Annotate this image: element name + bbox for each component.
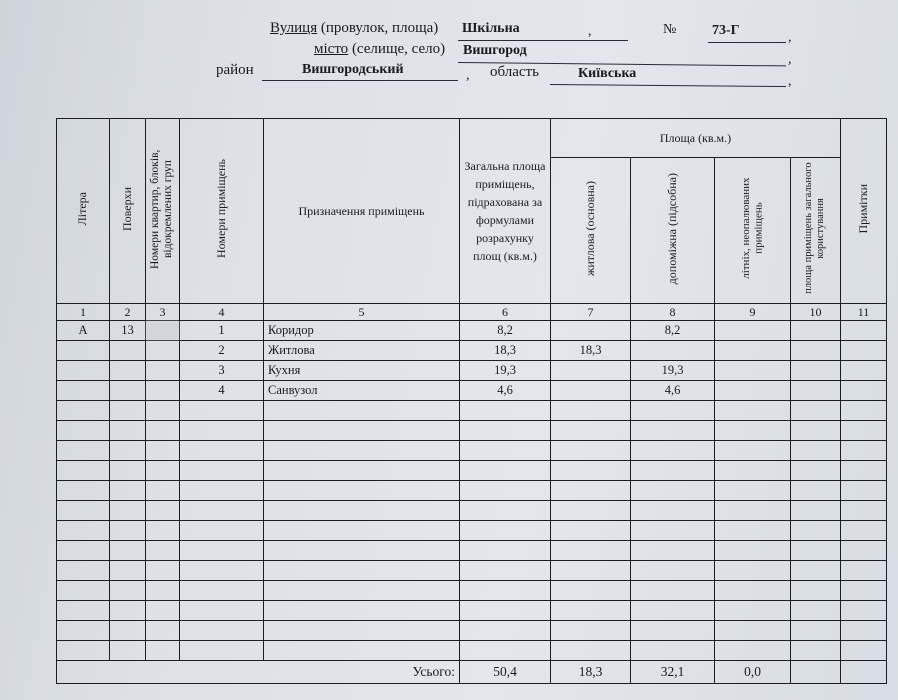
empty-cell [715,441,791,461]
empty-table-row [57,581,887,601]
empty-cell [57,561,110,581]
empty-cell [715,541,791,561]
header-apartment-numbers [146,119,180,304]
empty-cell [264,581,460,601]
empty-cell [791,521,841,541]
empty-cell [146,401,180,421]
empty-cell [631,541,715,561]
region-value: Київська [578,66,637,81]
empty-cell [57,421,110,441]
empty-cell [715,401,791,421]
header-common [791,158,841,304]
comma: , [588,24,592,39]
empty-cell [264,441,460,461]
empty-cell [264,401,460,421]
empty-cell [146,521,180,541]
number-underline [708,42,786,43]
street-label-text: Вулиця [270,20,318,36]
empty-cell [146,621,180,641]
empty-cell [57,481,110,501]
cell-common [791,341,841,361]
header-text: житлова (основна) [582,181,597,277]
header-living [551,158,631,304]
header-summer [715,158,791,304]
header-text: Номери квартир, блоків, відокремлених груп [149,149,175,269]
empty-table-row [57,641,887,661]
empty-cell [841,441,887,461]
empty-cell [551,401,631,421]
empty-cell [551,621,631,641]
empty-cell [110,561,146,581]
empty-cell [264,601,460,621]
empty-cell [110,421,146,441]
empty-cell [631,521,715,541]
cell-floors: 13 [110,321,146,341]
table-row [57,361,887,381]
empty-cell [551,421,631,441]
header-floors [110,119,146,304]
column-number: 5 [264,304,460,321]
empty-cell [110,461,146,481]
empty-cell [110,501,146,521]
cell-notes [841,381,887,401]
empty-cell [264,521,460,541]
empty-cell [841,541,887,561]
cell-total: 8,2 [460,321,551,341]
empty-cell [264,561,460,581]
cell-apartment [146,341,180,361]
column-number: 8 [631,304,715,321]
empty-cell [180,521,264,541]
column-number: 7 [551,304,631,321]
header-text: Поверхи [119,186,134,231]
empty-cell [146,501,180,521]
header-notes [841,119,887,304]
cell-floors [110,381,146,401]
column-number: 3 [146,304,180,321]
column-number: 1 [57,304,110,321]
cell-notes [841,341,887,361]
column-number-row [57,304,887,321]
empty-cell [460,521,551,541]
empty-cell [841,581,887,601]
empty-cell [110,621,146,641]
column-number: 6 [460,304,551,321]
empty-cell [715,521,791,541]
empty-cell [841,601,887,621]
empty-cell [841,461,887,481]
cell-litera [57,361,110,381]
empty-cell [110,441,146,461]
empty-cell [57,601,110,621]
empty-cell [551,521,631,541]
cell-aux: 8,2 [631,321,715,341]
cell-floors [110,361,146,381]
cell-common [791,361,841,381]
cell-summer [715,361,791,381]
empty-cell [631,441,715,461]
header-text: літніх, неопалюваних приміщень [739,177,765,280]
empty-cell [146,641,180,661]
empty-cell [631,421,715,441]
cell-floors [110,341,146,361]
empty-cell [791,561,841,581]
totals-aux: 32,1 [631,661,715,684]
cell-litera: А [57,321,110,341]
empty-cell [180,421,264,441]
header-text: Літера [75,192,90,226]
cell-aux [631,341,715,361]
empty-cell [110,641,146,661]
cell-summer [715,381,791,401]
street-value: Шкільна [462,21,520,36]
cell-notes [841,321,887,341]
empty-cell [264,461,460,481]
region-label: область [490,64,539,80]
cell-total: 19,3 [460,361,551,381]
district-value: Вишгородський [302,62,404,77]
street-underline [458,40,628,41]
empty-cell [791,481,841,501]
empty-cell [264,641,460,661]
header-litera [57,119,110,304]
empty-cell [460,421,551,441]
cell-summer [715,341,791,361]
empty-table-row [57,421,887,441]
cell-notes [841,361,887,381]
empty-cell [460,481,551,501]
header-total-area: Загальна площа приміщень, підрахована за формулами розрахунку площ (кв.м.) [460,119,551,304]
cell-apartment [146,361,180,381]
header-text: допоміжна (підсобна) [664,172,679,285]
totals-living: 18,3 [551,661,631,684]
cell-room: 2 [180,341,264,361]
street-label [270,20,438,37]
city-label-text: місто [314,41,349,57]
empty-cell [791,421,841,441]
empty-cell [791,601,841,621]
comma: , [788,30,792,45]
empty-cell [146,561,180,581]
column-number: 4 [180,304,264,321]
empty-cell [841,401,887,421]
empty-cell [180,401,264,421]
empty-table-row [57,461,887,481]
empty-cell [180,481,264,501]
empty-cell [791,461,841,481]
empty-cell [631,461,715,481]
empty-cell [841,621,887,641]
header-row [57,119,887,158]
empty-table-row [57,621,887,641]
empty-cell [715,421,791,441]
cell-purpose: Коридор [264,321,460,341]
empty-cell [110,601,146,621]
empty-cell [551,541,631,561]
empty-cell [57,401,110,421]
cell-total: 18,3 [460,341,551,361]
empty-cell [460,601,551,621]
header-auxiliary [631,158,715,304]
cell-living [551,361,631,381]
comma: , [788,52,792,67]
empty-cell [57,581,110,601]
table-row [57,321,887,341]
empty-cell [57,521,110,541]
empty-cell [715,461,791,481]
empty-cell [791,541,841,561]
cell-common [791,321,841,341]
empty-cell [57,541,110,561]
header-purpose: Призначення приміщень [264,119,460,304]
empty-cell [551,581,631,601]
table-row [57,381,887,401]
empty-cell [551,501,631,521]
empty-cell [57,461,110,481]
empty-cell [715,481,791,501]
totals-summer: 0,0 [715,661,791,684]
column-number: 11 [841,304,887,321]
empty-cell [551,461,631,481]
empty-cell [460,621,551,641]
empty-cell [631,401,715,421]
empty-cell [146,601,180,621]
district-underline [262,80,458,81]
empty-cell [631,561,715,581]
empty-cell [180,601,264,621]
column-number: 2 [110,304,146,321]
empty-cell [551,481,631,501]
empty-cell [715,581,791,601]
region-underline [550,84,786,87]
cell-purpose: Житлова [264,341,460,361]
empty-cell [110,401,146,421]
cell-aux: 4,6 [631,381,715,401]
table-row [57,341,887,361]
empty-cell [841,641,887,661]
empty-cell [180,561,264,581]
cell-apartment [146,381,180,401]
cell-living: 18,3 [551,341,631,361]
empty-cell [715,561,791,581]
empty-cell [57,641,110,661]
empty-cell [631,621,715,641]
empty-cell [110,481,146,501]
empty-cell [146,541,180,561]
empty-cell [791,501,841,521]
city-label-suffix: (селище, село) [351,41,446,57]
comma: , [466,68,470,83]
empty-table-row [57,601,887,621]
header-text: Примітки [855,184,870,234]
cell-room: 3 [180,361,264,381]
empty-cell [715,501,791,521]
empty-cell [791,621,841,641]
empty-cell [180,581,264,601]
comma: , [788,74,792,89]
empty-cell [715,641,791,661]
empty-table-row [57,501,887,521]
totals-notes [841,661,887,684]
empty-cell [146,421,180,441]
empty-cell [631,581,715,601]
cell-purpose: Кухня [264,361,460,381]
empty-cell [460,461,551,481]
empty-cell [841,521,887,541]
empty-cell [460,441,551,461]
empty-cell [264,621,460,641]
totals-total: 50,4 [460,661,551,684]
empty-cell [551,561,631,581]
cell-purpose: Санвузол [264,381,460,401]
empty-cell [551,441,631,461]
header-area-group: Площа (кв.м.) [551,119,841,158]
totals-common [791,661,841,684]
empty-cell [180,461,264,481]
cell-living [551,321,631,341]
empty-cell [146,581,180,601]
district-label: район [216,62,254,78]
empty-cell [264,541,460,561]
cell-litera [57,381,110,401]
empty-table-row [57,481,887,501]
header-text: Номери приміщень [213,159,228,259]
empty-cell [551,601,631,621]
empty-cell [264,421,460,441]
cell-common [791,381,841,401]
empty-cell [146,481,180,501]
empty-table-row [57,441,887,461]
empty-cell [551,641,631,661]
empty-cell [264,481,460,501]
empty-cell [631,641,715,661]
empty-cell [715,601,791,621]
city-value: Вишгород [463,43,527,58]
rooms-table [56,118,887,684]
empty-cell [791,401,841,421]
cell-total: 4,6 [460,381,551,401]
empty-cell [791,641,841,661]
empty-cell [180,641,264,661]
empty-cell [841,421,887,441]
empty-cell [180,501,264,521]
empty-table-row [57,521,887,541]
totals-row [57,661,887,684]
empty-cell [715,621,791,641]
empty-cell [180,541,264,561]
empty-cell [110,521,146,541]
totals-label: Усього: [57,661,460,684]
empty-cell [460,501,551,521]
empty-cell [631,501,715,521]
cell-apartment-redacted [146,321,180,341]
column-number: 9 [715,304,791,321]
column-number: 10 [791,304,841,321]
city-label [314,41,445,58]
empty-table-row [57,401,887,421]
empty-cell [460,541,551,561]
cell-room: 1 [180,321,264,341]
empty-cell [110,581,146,601]
empty-cell [146,461,180,481]
empty-cell [57,621,110,641]
empty-cell [631,601,715,621]
empty-cell [460,581,551,601]
empty-cell [180,621,264,641]
cell-room: 4 [180,381,264,401]
header-text: площа приміщень загального користування [803,162,827,295]
empty-cell [146,441,180,461]
empty-cell [631,481,715,501]
empty-table-row [57,561,887,581]
empty-cell [57,441,110,461]
street-label-suffix: (провулок, площа) [320,20,439,36]
number-label: № [663,22,677,37]
empty-table-row [57,541,887,561]
empty-cell [180,441,264,461]
empty-cell [841,561,887,581]
empty-cell [264,501,460,521]
empty-cell [460,401,551,421]
empty-cell [791,441,841,461]
empty-cell [110,541,146,561]
cell-aux: 19,3 [631,361,715,381]
empty-cell [791,581,841,601]
empty-cell [841,481,887,501]
cell-litera [57,341,110,361]
empty-cell [460,641,551,661]
header-room-numbers [180,119,264,304]
empty-cell [460,561,551,581]
empty-cell [841,501,887,521]
empty-rows [57,401,887,661]
empty-cell [57,501,110,521]
cell-summer [715,321,791,341]
number-value: 73-Г [712,23,740,38]
cell-living [551,381,631,401]
